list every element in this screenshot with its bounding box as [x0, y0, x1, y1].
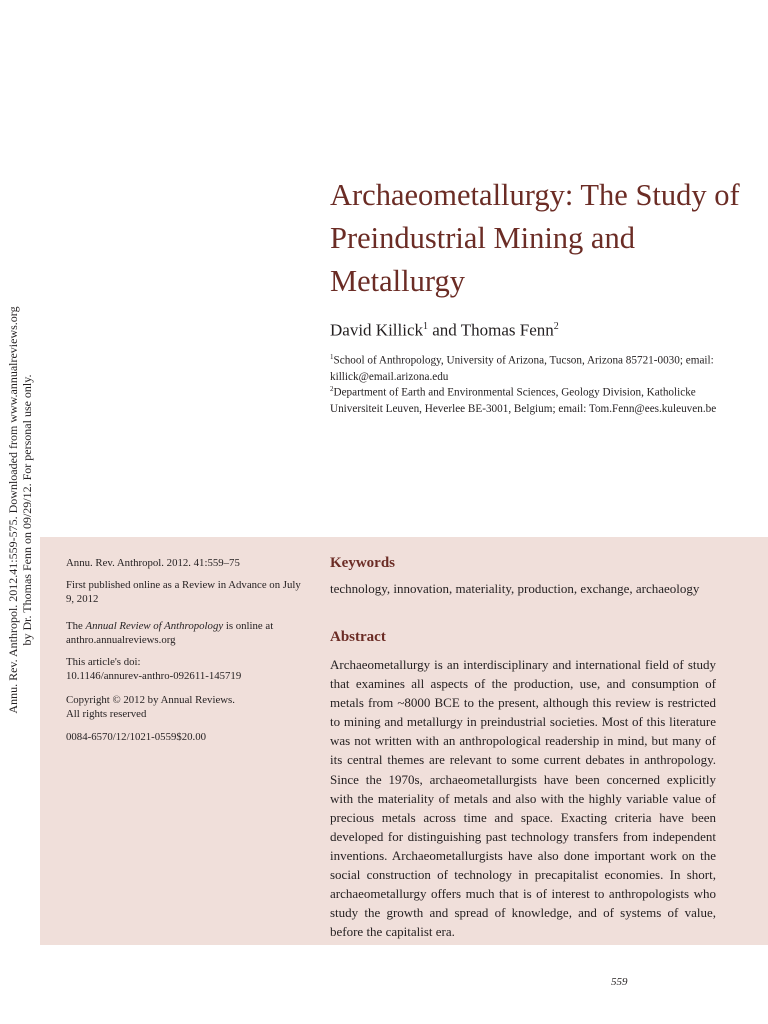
affiliation-mark: 2	[330, 385, 334, 393]
journal-online-note	[66, 619, 301, 647]
affiliation-text: School of Anthropology, University of Arizona, Tucson, Arizona 85721-0030; email: killick@email.arizona.edu	[330, 354, 714, 383]
affiliation-2	[330, 381, 730, 417]
abstract-heading: Abstract	[330, 629, 386, 645]
first-published-note: First published online as a Review in Advance on July 9, 2012	[66, 579, 301, 605]
doi-block	[66, 655, 301, 683]
keywords-text: technology, innovation, materiality, production, exchange, archaeology	[330, 581, 700, 596]
rights-text: All rights reserved	[66, 708, 147, 720]
keywords-heading: Keywords	[330, 555, 395, 571]
copyright-text: Copyright © 2012 by Annual Reviews.	[66, 694, 235, 706]
download-notice-line-1: Annu. Rev. Anthropol. 2012.41:559-575. Downloaded from www.annualreviews.org	[6, 306, 20, 714]
affiliation-mark: 1	[330, 353, 334, 361]
journal-online-suffix: is online at anthro.annualreviews.org	[66, 620, 274, 646]
journal-online-prefix: The	[66, 620, 86, 632]
affiliation-1	[330, 349, 730, 385]
download-notice-line-2: by Dr. Thomas Fenn on 09/29/12. For personal use only.	[20, 374, 34, 646]
journal-name: Annual Review of Anthropology	[85, 620, 224, 632]
page-number: 559	[611, 976, 628, 988]
author-name: David Killick	[330, 320, 424, 340]
author-name: Thomas Fenn	[460, 320, 554, 340]
download-notice-text	[6, 306, 34, 713]
doi-value: 10.1146/annurev-anthro-092611-145719	[66, 670, 242, 682]
article-title: Archaeometallurgy: The Study of Preindustrial Mining and Metallurgy	[330, 178, 740, 298]
copyright-block	[66, 693, 301, 721]
citation: Annu. Rev. Anthropol. 2012. 41:559–75	[66, 557, 240, 569]
author-affiliation-mark: 1	[423, 321, 429, 332]
author-line	[330, 316, 559, 342]
author-joiner: and	[428, 320, 461, 340]
doi-label: This article's doi:	[66, 656, 141, 668]
abstract-text: Archaeometallurgy is an interdisciplinary and international field of study that examines all aspects of the production, use, and consumption of metals from ~8000 BCE to the present, although this review is restricted to mining and metallurgy in preindustrial societies. Most of this literature was not written with an anthropological readership in mind, but many of its central themes are relevant to some current debates in anthropology. Since the 1970s, archaeometallurgists have been concerned explicitly with the materiality of metals and also with the highly variable value of precious metals across time and space. Exacting criteria have been developed for distinguishing past technology transfers from independent inventions. Archaeometallurgists have also done important work on the social construction of technology in precapitalist economies. In short, archaeometallurgy offers much that is of interest to anthropologists who study the growth and spread of knowledge, and of systems of value, before the capitalist era.	[330, 657, 716, 940]
affiliation-text: Department of Earth and Environmental Sciences, Geology Division, Katholicke Universiteit Leuven, Heverlee BE-3001, Belgium; email: Tom.Fenn@ees.kuleuven.be	[330, 386, 717, 415]
issn-code: 0084-6570/12/1021-0559$20.00	[66, 731, 207, 743]
download-notice	[0, 0, 40, 1024]
author-affiliation-mark: 2	[553, 321, 559, 332]
